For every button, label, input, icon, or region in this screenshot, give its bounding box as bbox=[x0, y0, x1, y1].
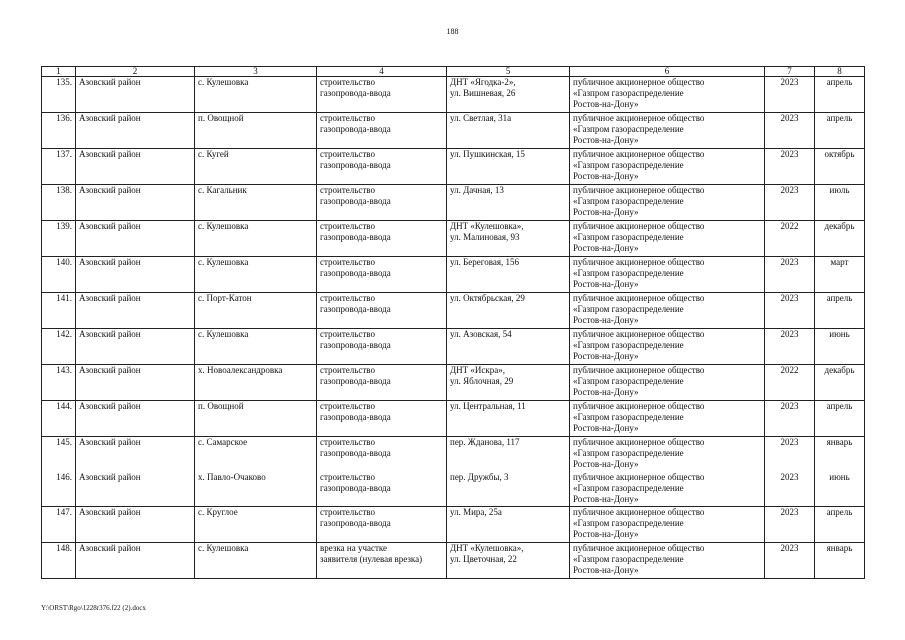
locality-cell: п. Овощной bbox=[195, 113, 317, 149]
table-row bbox=[42, 437, 865, 473]
month-cell: апрель bbox=[815, 113, 865, 149]
district-cell: Азовский район bbox=[76, 221, 195, 257]
organization-cell-line: «Газпром газораспределение bbox=[573, 376, 684, 386]
address-cell-line: ДНТ «Ягодка-2», bbox=[450, 77, 516, 87]
organization-cell-line: Ростов-на-Дону» bbox=[573, 459, 639, 469]
district-cell: Азовский район bbox=[76, 437, 195, 473]
organization-cell-line: «Газпром газораспределение bbox=[573, 412, 684, 422]
locality-cell: с. Кулешовка bbox=[195, 77, 317, 113]
header-col-8: 8 bbox=[815, 67, 865, 77]
address-cell bbox=[447, 401, 570, 437]
organization-cell-line: «Газпром газораспределение bbox=[573, 518, 684, 528]
organization-cell bbox=[570, 185, 765, 221]
organization-cell-line: Ростов-на-Дону» bbox=[573, 315, 639, 325]
district-cell: Азовский район bbox=[76, 365, 195, 401]
work-type-cell bbox=[317, 543, 447, 579]
work-type-cell bbox=[317, 257, 447, 293]
locality-cell: с. Круглое bbox=[195, 507, 317, 543]
organization-cell-line: публичное акционерное общество bbox=[573, 401, 705, 411]
organization-cell-line: публичное акционерное общество bbox=[573, 472, 705, 482]
address-cell-line: пер. Жданова, 117 bbox=[450, 437, 520, 447]
address-cell bbox=[447, 329, 570, 365]
work-type-cell-line: строительство bbox=[320, 437, 375, 447]
row-number: 147. bbox=[42, 507, 76, 543]
locality-cell: с. Кулешовка bbox=[195, 221, 317, 257]
work-type-cell bbox=[317, 365, 447, 401]
work-type-cell-line: газопровода-ввода bbox=[320, 268, 391, 278]
district-cell: Азовский район bbox=[76, 401, 195, 437]
row-number: 139. bbox=[42, 221, 76, 257]
district-cell: Азовский район bbox=[76, 185, 195, 221]
organization-cell-line: «Газпром газораспределение bbox=[573, 160, 684, 170]
row-number: 142. bbox=[42, 329, 76, 365]
organization-cell bbox=[570, 365, 765, 401]
year-cell: 2023 bbox=[765, 293, 815, 329]
organization-cell-line: Ростов-на-Дону» bbox=[573, 494, 639, 504]
year-cell: 2023 bbox=[765, 437, 815, 473]
district-cell: Азовский район bbox=[76, 507, 195, 543]
work-type-cell bbox=[317, 293, 447, 329]
address-cell-line: ул. Береговая, 156 bbox=[450, 257, 519, 267]
district-cell: Азовский район bbox=[76, 293, 195, 329]
header-col-4: 4 bbox=[317, 67, 447, 77]
month-cell: апрель bbox=[815, 401, 865, 437]
organization-cell-line: «Газпром газораспределение bbox=[573, 232, 684, 242]
organization-cell-line: Ростов-на-Дону» bbox=[573, 99, 639, 109]
work-type-cell-line: газопровода-ввода bbox=[320, 340, 391, 350]
work-type-cell bbox=[317, 77, 447, 113]
work-type-cell bbox=[317, 329, 447, 365]
row-number: 135. bbox=[42, 77, 76, 113]
organization-cell-line: публичное акционерное общество bbox=[573, 77, 705, 87]
work-type-cell-line: газопровода-ввода bbox=[320, 232, 391, 242]
work-type-cell bbox=[317, 507, 447, 543]
organization-cell-line: Ростов-на-Дону» bbox=[573, 351, 639, 361]
month-cell: декабрь bbox=[815, 365, 865, 401]
row-number: 137. bbox=[42, 149, 76, 185]
work-type-cell bbox=[317, 113, 447, 149]
locality-cell: с. Кагальник bbox=[195, 185, 317, 221]
work-type-cell bbox=[317, 437, 447, 473]
year-cell: 2023 bbox=[765, 507, 815, 543]
organization-cell-line: «Газпром газораспределение bbox=[573, 88, 684, 98]
work-type-cell-line: строительство bbox=[320, 221, 375, 231]
address-cell bbox=[447, 293, 570, 329]
address-cell bbox=[447, 221, 570, 257]
table-row bbox=[42, 77, 865, 113]
address-cell-line: ДНТ «Кулешовка», bbox=[450, 221, 524, 231]
organization-cell-line: Ростов-на-Дону» bbox=[573, 171, 639, 181]
organization-cell bbox=[570, 257, 765, 293]
table-row bbox=[42, 149, 865, 185]
table-row bbox=[42, 543, 865, 579]
work-type-cell-line: газопровода-ввода bbox=[320, 124, 391, 134]
table-row bbox=[42, 401, 865, 437]
work-type-cell-line: строительство bbox=[320, 185, 375, 195]
address-cell-line: ул. Дачная, 13 bbox=[450, 185, 504, 195]
district-cell: Азовский район bbox=[76, 329, 195, 365]
organization-cell-line: «Газпром газораспределение bbox=[573, 196, 684, 206]
work-type-cell-line: газопровода-ввода bbox=[320, 448, 391, 458]
month-cell: октябрь bbox=[815, 149, 865, 185]
year-cell: 2023 bbox=[765, 257, 815, 293]
address-cell-line: ул. Яблочная, 29 bbox=[450, 376, 514, 386]
work-type-cell-line: газопровода-ввода bbox=[320, 196, 391, 206]
district-cell: Азовский район bbox=[76, 257, 195, 293]
organization-cell bbox=[570, 401, 765, 437]
header-col-1: 1 bbox=[42, 67, 76, 77]
table-row bbox=[42, 507, 865, 543]
locality-cell: х. Новоалександровка bbox=[195, 365, 317, 401]
locality-cell: с. Кулешовка bbox=[195, 257, 317, 293]
work-type-cell bbox=[317, 472, 447, 507]
district-cell: Азовский район bbox=[76, 472, 195, 507]
district-cell: Азовский район bbox=[76, 543, 195, 579]
address-cell bbox=[447, 472, 570, 507]
table-row bbox=[42, 329, 865, 365]
address-cell-line: ул. Октябрьская, 29 bbox=[450, 293, 525, 303]
register-table bbox=[41, 66, 865, 579]
month-cell: январь bbox=[815, 543, 865, 579]
locality-cell: с. Кулешовка bbox=[195, 329, 317, 365]
month-cell: январь bbox=[815, 437, 865, 473]
work-type-cell-line: заявителя (нулевая врезка) bbox=[320, 554, 423, 564]
month-cell: декабрь bbox=[815, 221, 865, 257]
month-cell: июнь bbox=[815, 472, 865, 507]
work-type-cell-line: газопровода-ввода bbox=[320, 304, 391, 314]
row-number: 145. bbox=[42, 437, 76, 473]
work-type-cell bbox=[317, 221, 447, 257]
address-cell bbox=[447, 437, 570, 473]
work-type-cell-line: газопровода-ввода bbox=[320, 483, 391, 493]
work-type-cell-line: строительство bbox=[320, 472, 375, 482]
address-cell bbox=[447, 257, 570, 293]
row-number: 141. bbox=[42, 293, 76, 329]
address-cell-line: ул. Цветочная, 22 bbox=[450, 554, 517, 564]
address-cell-line: ул. Центральная, 11 bbox=[450, 401, 526, 411]
organization-cell-line: публичное акционерное общество bbox=[573, 113, 705, 123]
organization-cell bbox=[570, 293, 765, 329]
year-cell: 2022 bbox=[765, 221, 815, 257]
work-type-cell-line: строительство bbox=[320, 329, 375, 339]
address-cell-line: пер. Дружбы, 3 bbox=[450, 472, 509, 482]
address-cell bbox=[447, 507, 570, 543]
locality-cell: п. Овощной bbox=[195, 401, 317, 437]
work-type-cell bbox=[317, 149, 447, 185]
header-col-3: 3 bbox=[195, 67, 317, 77]
organization-cell-line: публичное акционерное общество bbox=[573, 185, 705, 195]
address-cell bbox=[447, 77, 570, 113]
organization-cell-line: публичное акционерное общество bbox=[573, 329, 705, 339]
address-cell-line: ДНТ «Кулешовка», bbox=[450, 543, 524, 553]
year-cell: 2022 bbox=[765, 365, 815, 401]
work-type-cell-line: строительство bbox=[320, 401, 375, 411]
organization-cell-line: Ростов-на-Дону» bbox=[573, 135, 639, 145]
address-cell bbox=[447, 149, 570, 185]
organization-cell bbox=[570, 543, 765, 579]
organization-cell-line: Ростов-на-Дону» bbox=[573, 387, 639, 397]
row-number: 146. bbox=[42, 472, 76, 507]
organization-cell-line: публичное акционерное общество bbox=[573, 221, 705, 231]
table-row bbox=[42, 257, 865, 293]
work-type-cell-line: строительство bbox=[320, 113, 375, 123]
work-type-cell-line: врезка на участке bbox=[320, 543, 388, 553]
address-cell bbox=[447, 543, 570, 579]
organization-cell bbox=[570, 149, 765, 185]
file-path-footer: Y:\ORST\Rgo\1228r376.f22 (2).docx bbox=[41, 604, 146, 612]
work-type-cell-line: строительство bbox=[320, 293, 375, 303]
table-row bbox=[42, 293, 865, 329]
row-number: 144. bbox=[42, 401, 76, 437]
address-cell-line: ул. Вишневая, 26 bbox=[450, 88, 516, 98]
page-number: 188 bbox=[446, 27, 459, 36]
work-type-cell-line: газопровода-ввода bbox=[320, 412, 391, 422]
organization-cell-line: публичное акционерное общество bbox=[573, 365, 705, 375]
header-col-2: 2 bbox=[76, 67, 195, 77]
month-cell: июнь bbox=[815, 329, 865, 365]
year-cell: 2023 bbox=[765, 185, 815, 221]
year-cell: 2023 bbox=[765, 543, 815, 579]
year-cell: 2023 bbox=[765, 329, 815, 365]
header-col-7: 7 bbox=[765, 67, 815, 77]
locality-cell: х. Павло-Очаково bbox=[195, 472, 317, 507]
work-type-cell-line: строительство bbox=[320, 365, 375, 375]
year-cell: 2023 bbox=[765, 472, 815, 507]
organization-cell-line: Ростов-на-Дону» bbox=[573, 529, 639, 539]
organization-cell-line: «Газпром газораспределение bbox=[573, 340, 684, 350]
organization-cell bbox=[570, 437, 765, 473]
organization-cell-line: «Газпром газораспределение bbox=[573, 304, 684, 314]
table-row bbox=[42, 113, 865, 149]
work-type-cell bbox=[317, 401, 447, 437]
organization-cell-line: Ростов-на-Дону» bbox=[573, 243, 639, 253]
organization-cell-line: «Газпром газораспределение bbox=[573, 554, 684, 564]
organization-cell-line: публичное акционерное общество bbox=[573, 149, 705, 159]
table-row bbox=[42, 472, 865, 507]
locality-cell: с. Кулешовка bbox=[195, 543, 317, 579]
locality-cell: с. Самарское bbox=[195, 437, 317, 473]
organization-cell-line: Ростов-на-Дону» bbox=[573, 565, 639, 575]
organization-cell bbox=[570, 77, 765, 113]
organization-cell-line: «Газпром газораспределение bbox=[573, 124, 684, 134]
month-cell: июль bbox=[815, 185, 865, 221]
locality-cell: с. Кугей bbox=[195, 149, 317, 185]
month-cell: апрель bbox=[815, 77, 865, 113]
organization-cell bbox=[570, 472, 765, 507]
row-number: 143. bbox=[42, 365, 76, 401]
work-type-cell-line: строительство bbox=[320, 257, 375, 267]
header-col-6: 6 bbox=[570, 67, 765, 77]
organization-cell-line: Ростов-на-Дону» bbox=[573, 279, 639, 289]
organization-cell-line: публичное акционерное общество bbox=[573, 293, 705, 303]
locality-cell: с. Порт-Катон bbox=[195, 293, 317, 329]
organization-cell-line: Ростов-на-Дону» bbox=[573, 207, 639, 217]
header-col-5: 5 bbox=[447, 67, 570, 77]
organization-cell bbox=[570, 329, 765, 365]
work-type-cell-line: строительство bbox=[320, 149, 375, 159]
organization-cell bbox=[570, 221, 765, 257]
organization-cell-line: «Газпром газораспределение bbox=[573, 448, 684, 458]
organization-cell-line: публичное акционерное общество bbox=[573, 543, 705, 553]
address-cell-line: ул. Светлая, 31а bbox=[450, 113, 512, 123]
header-row bbox=[42, 67, 865, 77]
address-cell-line: ул. Малиновая, 93 bbox=[450, 232, 520, 242]
work-type-cell-line: газопровода-ввода bbox=[320, 160, 391, 170]
work-type-cell-line: газопровода-ввода bbox=[320, 518, 391, 528]
year-cell: 2023 bbox=[765, 77, 815, 113]
row-number: 136. bbox=[42, 113, 76, 149]
organization-cell-line: публичное акционерное общество bbox=[573, 437, 705, 447]
district-cell: Азовский район bbox=[76, 113, 195, 149]
organization-cell-line: «Газпром газораспределение bbox=[573, 268, 684, 278]
district-cell: Азовский район bbox=[76, 149, 195, 185]
organization-cell bbox=[570, 507, 765, 543]
month-cell: апрель bbox=[815, 507, 865, 543]
table-row bbox=[42, 221, 865, 257]
organization-cell-line: публичное акционерное общество bbox=[573, 507, 705, 517]
month-cell: март bbox=[815, 257, 865, 293]
row-number: 138. bbox=[42, 185, 76, 221]
month-cell: апрель bbox=[815, 293, 865, 329]
address-cell bbox=[447, 113, 570, 149]
address-cell bbox=[447, 185, 570, 221]
organization-cell-line: публичное акционерное общество bbox=[573, 257, 705, 267]
organization-cell-line: Ростов-на-Дону» bbox=[573, 423, 639, 433]
organization-cell bbox=[570, 113, 765, 149]
year-cell: 2023 bbox=[765, 113, 815, 149]
address-cell-line: ДНТ «Искра», bbox=[450, 365, 505, 375]
table-row bbox=[42, 365, 865, 401]
year-cell: 2023 bbox=[765, 401, 815, 437]
organization-cell-line: «Газпром газораспределение bbox=[573, 483, 684, 493]
district-cell: Азовский район bbox=[76, 77, 195, 113]
work-type-cell-line: газопровода-ввода bbox=[320, 376, 391, 386]
work-type-cell-line: газопровода-ввода bbox=[320, 88, 391, 98]
address-cell-line: ул. Пушкинская, 15 bbox=[450, 149, 525, 159]
address-cell-line: ул. Азовская, 54 bbox=[450, 329, 512, 339]
work-type-cell bbox=[317, 185, 447, 221]
work-type-cell-line: строительство bbox=[320, 77, 375, 87]
table-body bbox=[42, 77, 865, 579]
address-cell bbox=[447, 365, 570, 401]
year-cell: 2023 bbox=[765, 149, 815, 185]
row-number: 148. bbox=[42, 543, 76, 579]
work-type-cell-line: строительство bbox=[320, 507, 375, 517]
address-cell-line: ул. Мира, 25а bbox=[450, 507, 502, 517]
table-row bbox=[42, 185, 865, 221]
row-number: 140. bbox=[42, 257, 76, 293]
